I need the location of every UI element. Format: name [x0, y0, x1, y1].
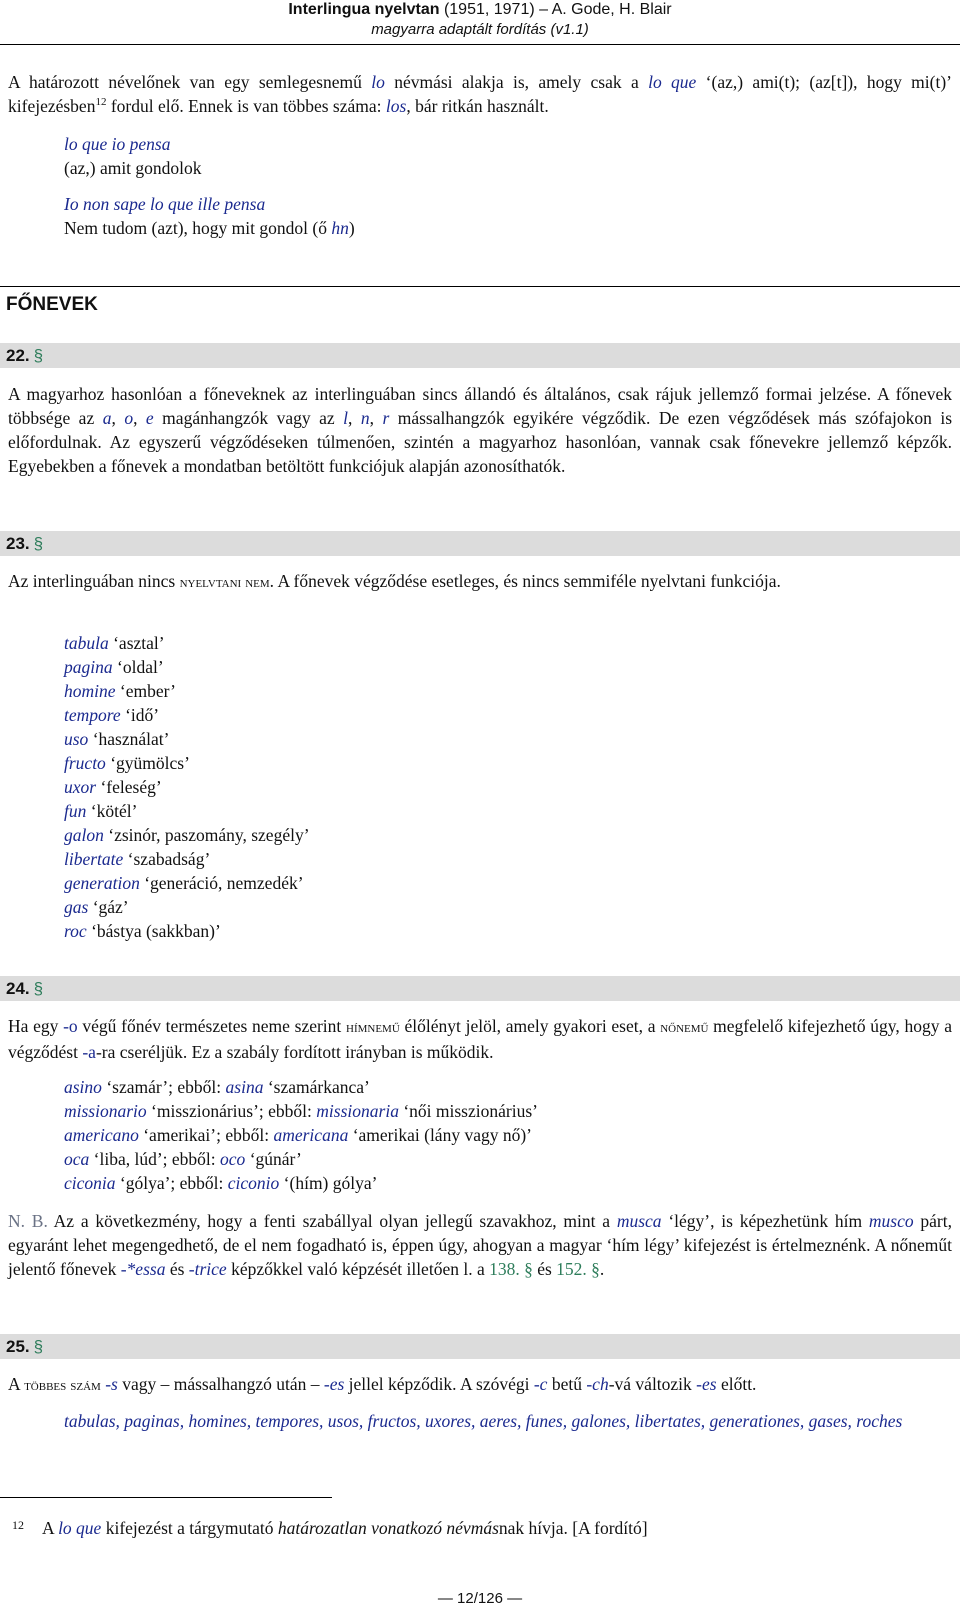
footnote-ref[interactable]: 12: [95, 96, 107, 109]
section-number: 25.: [6, 1337, 30, 1356]
term-lo: lo: [371, 72, 385, 92]
term-lo-que: lo que: [648, 72, 697, 92]
section-number: 22.: [6, 346, 30, 365]
intro-paragraph: A határozott névelőnek van egy semlegesnemű lo névmási alakja is, amely csak a lo que ‘(az,) ami(t); (az[t]), hogy mi(t)’ kifejezésben$^{12}$ fordul elő. Ennek is van többes száma: los, bár ritkán használt.: [8, 72, 952, 116]
section-22-paragraph: A magyarhoz hasonlóan a főneveknek az interlinguában sincs állandó és általános, csak rájuk jellemző formai jelzése. A főnevek többsége az a, o, e magánhangzók vagy az l, n, r mássalhangzók egyikére végződik. De ezen végződések más szófajokon is előfordulnak. Az egyszerű végződéseken túlmenően, szintén a magyarhoz hasonlóan, vannak csak főnevekre jellemző képzők. Egyebekben a főnevek a mondatban betöltött funkciójuk alapján azonosíthatók.: [8, 384, 952, 476]
section-number: 23.: [6, 534, 30, 553]
page-number: — 12/126 —: [437, 1590, 523, 1607]
section-sign-icon: §: [33, 979, 44, 998]
list-item: fructo ‘gyümölcs’: [64, 753, 190, 773]
section-sign-icon: §: [591, 1259, 600, 1279]
chapter-heading: FŐNEVEK: [6, 294, 98, 315]
list-item: tempore ‘idő’: [64, 705, 160, 725]
section-sign-icon: §: [524, 1259, 533, 1279]
list-item: homine ‘ember’: [64, 681, 176, 701]
nb-label: N. B.: [8, 1211, 48, 1231]
plural-examples: tabulas, paginas, homines, tempores, usos, fructos, uxores, aeres, funes, galones, libertates, generationes, gases, roches: [64, 1411, 903, 1431]
section-22-bar: [0, 343, 960, 368]
section-sign-icon: §: [33, 1337, 44, 1356]
list-item: libertate ‘szabadság’: [64, 849, 211, 869]
list-item: americano ‘amerikai’; ebből: americana ‘amerikai (lány vagy nő)’: [64, 1125, 533, 1145]
footnote-rule: [0, 1497, 332, 1498]
list-item: oca ‘liba, lúd’; ebből: oco ‘gúnár’: [64, 1149, 302, 1169]
noun-example-list: [64, 631, 940, 943]
list-item: roc ‘bástya (sakkban)’: [64, 921, 221, 941]
intro-example-1: lo que io pensa (az,) amit gondolok: [64, 134, 202, 178]
section-24-paragraph: Ha egy -o végű főnév természetes neme szerint hímnemű élőlényt jelöl, amely gyakori eset, a nőnemű megfelelő kifejezhető úgy, hogy a végződést -a-ra cseréljük. Ez a szabály fordított irányban is működik.: [8, 1016, 952, 1062]
list-item: uso ‘használat’: [64, 729, 170, 749]
section-25-bar: [0, 1334, 960, 1359]
gender-example-list: [64, 1075, 940, 1195]
footnote-number: 12: [12, 1518, 24, 1532]
section-link-138[interactable]: 138.: [489, 1259, 520, 1279]
list-item: ciconia ‘gólya’; ebből: ciconio ‘(hím) gólya’: [64, 1173, 378, 1193]
nota-bene-paragraph: N. B. Az a következmény, hogy a fenti szabállyal olyan jellegű szavakhoz, mint a musca ‘légy’, is képezhetünk hím musco párt, egyaránt lehet megengedhető, de el nem fogadható is, éppen úgy, ahogyan a magyar ‘hím légy’ kifejezést is értelmeznénk. A nőneműt jelentő főnevek -*essa és -trice képzőkkel való képzését illetően l. a 138. § és 152. §.: [8, 1211, 952, 1279]
header-rule: [0, 44, 960, 45]
section-23-paragraph: Az interlinguában nincs nyelvtani nem. A főnevek végződése esetleges, és nincs semmiféle nyelvtani funkciója.: [8, 571, 781, 591]
list-item: gas ‘gáz’: [64, 897, 129, 917]
section-23-bar: [0, 531, 960, 556]
list-item: asino ‘szamár’; ebből: asina ‘szamárkanca’: [64, 1077, 370, 1097]
header-title: Interlingua nyelvtan: [288, 1, 440, 18]
header-authors: (1951, 1971) – A. Gode, H. Blair: [439, 1, 672, 18]
list-item: fun ‘kötél’: [64, 801, 138, 821]
section-24-bar: [0, 976, 960, 1001]
list-item: uxor ‘feleség’: [64, 777, 162, 797]
list-item: missionario ‘misszionárius’; ebből: missionaria ‘női misszionárius’: [64, 1101, 538, 1121]
running-header: [0, 0, 960, 39]
section-link-152[interactable]: 152.: [556, 1259, 587, 1279]
list-item: generation ‘generáció, nemzedék’: [64, 873, 304, 893]
header-subtitle: magyarra adaptált fordítás (v1.1): [371, 21, 589, 38]
list-item: pagina ‘oldal’: [64, 657, 164, 677]
section-number: 24.: [6, 979, 30, 998]
term-los: los: [385, 96, 407, 116]
section-sign-icon: §: [33, 534, 44, 553]
section-sign-icon: §: [33, 346, 44, 365]
footnote-text: A lo que kifejezést a tárgymutató határozatlan vonatkozó névmásnak hívja. [A fordító]: [42, 1518, 648, 1538]
intro-example-2: Io non sape lo que ille pensa Nem tudom (azt), hogy mit gondol (ő hn): [64, 194, 355, 238]
section-25-paragraph: A többes szám -s vagy – mássalhangzó után – -es jellel képződik. A szóvégi -c betű -ch-vá változik -es előtt.: [8, 1374, 757, 1394]
chapter-rule: [0, 286, 960, 287]
list-item: galon ‘zsinór, paszomány, szegély’: [64, 825, 310, 845]
list-item: tabula ‘asztal’: [64, 633, 165, 653]
